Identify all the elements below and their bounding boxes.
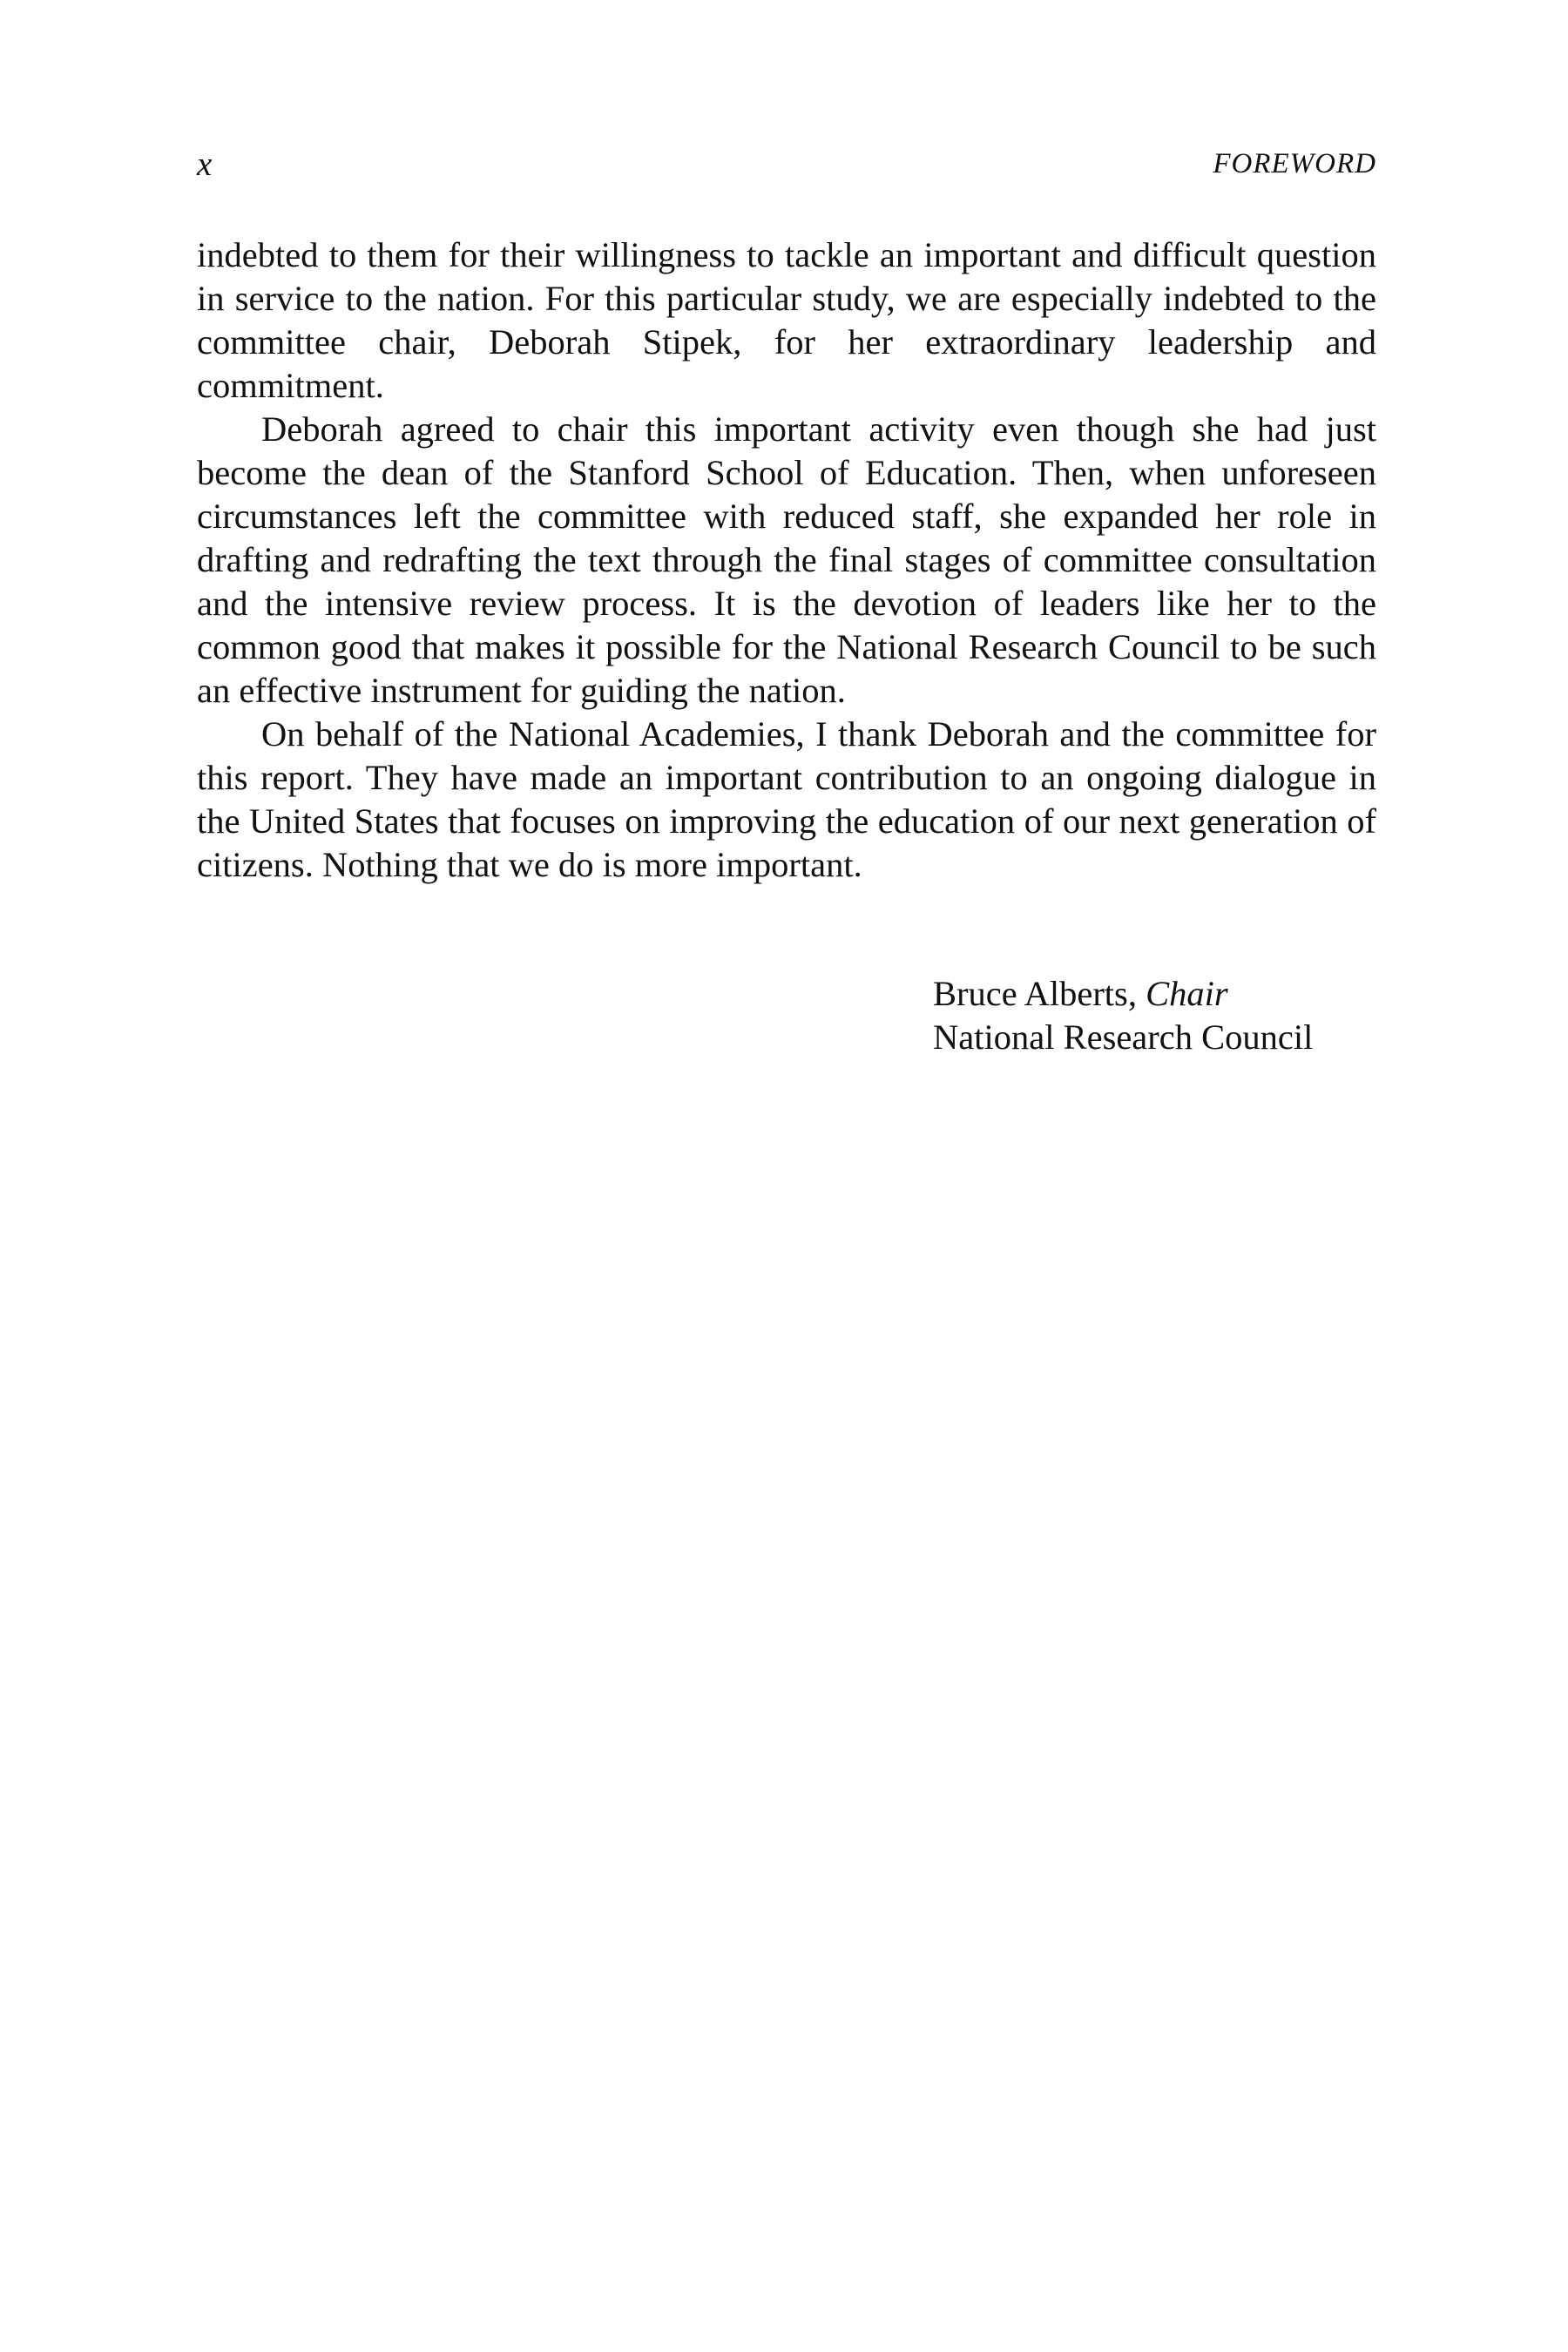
paragraph-2: Deborah agreed to chair this important activity even though she had just become the dean of the Stanford School of Education. Then, when unforeseen circumstances left the committee with reduced staff, she expanded her role in drafting and redrafting the text through the final stages of committee consultation and the intensive review process. It is the devotion of leaders like her to the common good that makes it possible for the National Research Council to be such an effective instrument for guiding the nation. [197,409,1376,710]
signatory-organization: National Research Council [933,1017,1314,1057]
signatory-name: Bruce Alberts, [933,974,1137,1013]
foreword-body [197,233,1376,887]
paragraph-3: On behalf of the National Academies, I thank Deborah and the committee for this report. They have made an important contribution to an ongoing dialogue in the United States that focuses on improving the education of our next generation of citizens. Nothing that we do is more important. [197,714,1376,884]
section-title: FOREWORD [1213,148,1376,179]
signatory-title: Chair [1146,974,1228,1013]
paragraph-1: indebted to them for their willingness to tackle an important and difficult question in service to the nation. For this particular study, we are especially indebted to the committee chair, Deborah Stipek, for her extraordinary leadership and commitment. [197,235,1376,405]
signature-block [933,972,1313,1059]
signatory-line [933,972,1313,1016]
page-number: x [197,145,213,183]
running-head [197,145,1376,188]
